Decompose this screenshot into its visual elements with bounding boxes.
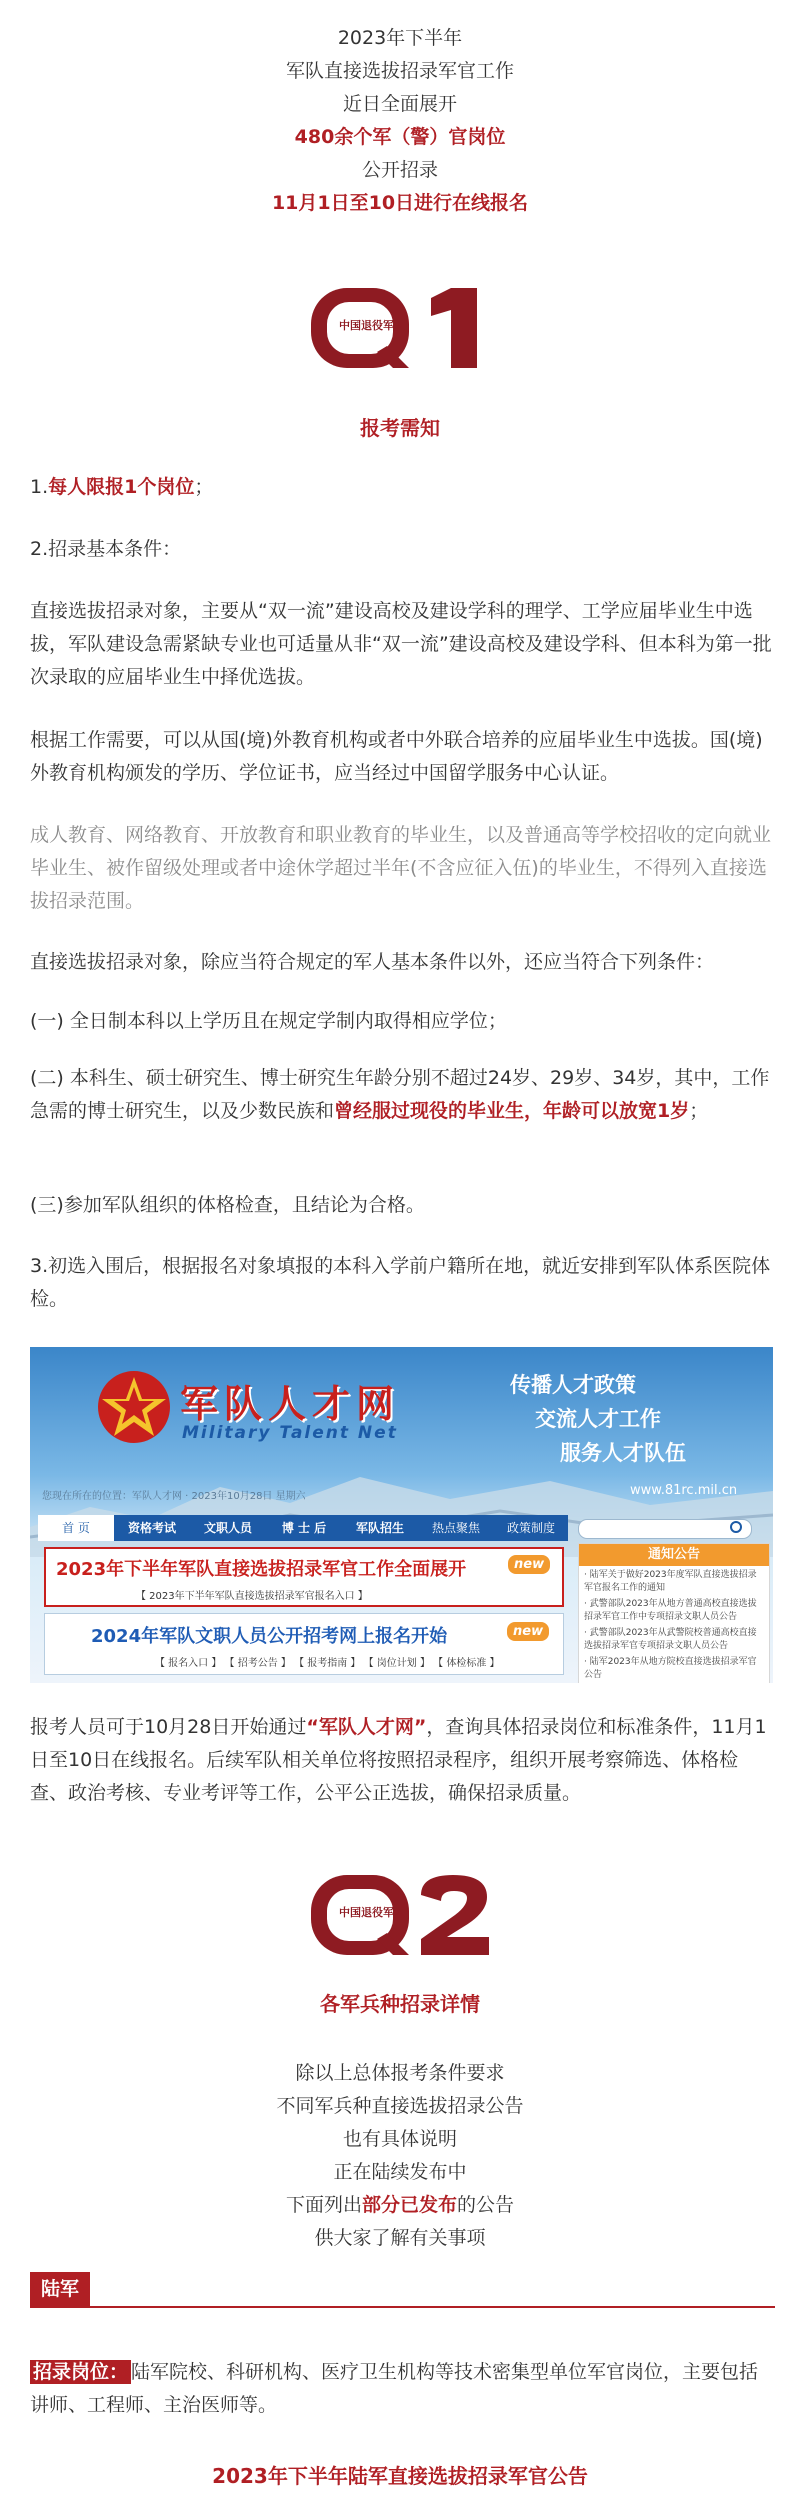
published-highlight: 部分已发布: [361, 2194, 457, 2216]
nav-item-civilian[interactable]: 文职人员: [203, 1521, 252, 1535]
site-search-input[interactable]: [578, 1519, 752, 1539]
q1-seal-text: 中国退役军人: [339, 319, 405, 332]
site-nav: [38, 1515, 568, 1541]
notice-item[interactable]: · 武警部队2023年从地方普通高校直接选拔招录军官工作中专项招录文职人员公告: [584, 1599, 757, 1622]
army-star-emblem: [96, 1369, 172, 1445]
slogan-2: 交流人才工作: [535, 1407, 661, 1431]
paragraph-exclusions: 成人教育、网络教育、开放教育和职业教育的毕业生，以及普通高等学校招收的定向就业毕业生、被作留级处理或者中途休学超过半年(不含应征入伍)的毕业生，不得列入直接选拔招录范围。: [30, 824, 772, 912]
nav-item-postdoc[interactable]: 博 士 后: [281, 1521, 327, 1535]
notice-panel: [578, 1543, 770, 1683]
nav-item-home[interactable]: 首 页: [38, 1515, 114, 1541]
site-name: 军队人才网: [180, 1382, 401, 1426]
new-badge-2: new: [507, 1622, 549, 1641]
q2-seal-text: 中国退役军人: [339, 1906, 405, 1919]
section-2-line-6: 供大家了解有关事项: [314, 2227, 486, 2249]
section-2-line-5: [0, 2189, 800, 2222]
intro-line-1: 2023年下半年: [337, 27, 463, 49]
post-text: 陆军院校、科研机构、医疗卫生机构等技术密集型单位军官岗位，主要包括讲师、工程师、主治医师等。: [30, 2361, 759, 2416]
paragraph-registration: [30, 1711, 775, 1810]
intro-line-4: 480余个军（警）官岗位: [294, 126, 506, 148]
army-announcement-title[interactable]: 2023年下半年陆军直接选拔招录军官公告: [212, 2464, 588, 2488]
headline-1-box[interactable]: [44, 1547, 564, 1607]
headline-2-links[interactable]: 【 报名入口 】 【 招考公告 】 【 报考指南 】 【 岗位计划 】 【 体检标准 】: [155, 1658, 500, 1669]
headline-1-link[interactable]: 【 2023年下半年军队直接选拔招录军官报名入口 】: [136, 1591, 368, 1602]
search-icon[interactable]: [730, 1521, 742, 1533]
headline-1[interactable]: 2023年下半年军队直接选拔招录军官工作全面展开: [56, 1559, 467, 1580]
rule-1-suffix: ；: [194, 476, 214, 498]
intro-line-5: 公开招录: [361, 159, 438, 181]
paragraph-selection-target: 直接选拔招录对象，主要从“双一流”建设高校及建设学科的理学、工学应届毕业生中选拔，军队建设急需紧缺专业也可适量从非“双一流”建设高校及建设学科、但本科为第一批次录取的应届毕业生中择优选拔。: [30, 600, 772, 688]
notice-title: 通知公告: [579, 1544, 769, 1566]
condition-2-highlight: 曾经服过现役的毕业生，年龄可以放宽1岁: [334, 1100, 690, 1122]
paragraph-overseas: 根据工作需要，可以从国(境)外教育机构或者中外联合培养的应届毕业生中选拔。国(境)外教育机构颁发的学历、学位证书，应当经过中国留学服务中心认证。: [30, 729, 763, 784]
section-1-title: 报考需知: [360, 416, 440, 440]
site-url[interactable]: www.81rc.mil.cn: [630, 1483, 738, 1498]
section-2-line-5-suffix: 的公告: [457, 2194, 515, 2216]
notice-item[interactable]: · 武警部队2023年从武警院校普通高校直接选拔招录军官专项招录文职人员公告: [584, 1628, 757, 1651]
condition-3: (三)参加军队组织的体格检查，且结论为合格。: [30, 1194, 425, 1216]
nav-item-policy[interactable]: 政策制度: [506, 1521, 555, 1535]
army-posts: [30, 2356, 775, 2422]
section-2-intro: [0, 2057, 800, 2255]
section-2-line-3: 也有具体说明: [342, 2128, 457, 2150]
slogan-1: 传播人才政策: [510, 1373, 636, 1397]
new-badge: new: [508, 1555, 550, 1574]
rule-1: [30, 471, 775, 504]
rule-1-prefix: 1.: [30, 476, 49, 498]
headline-2-box[interactable]: [44, 1613, 564, 1675]
notice-item[interactable]: · 陆军关于做好2023年度军队直接选拔招录军官报名工作的通知: [584, 1570, 757, 1593]
section-2-line-1: 除以上总体报考条件要求: [295, 2062, 505, 2084]
intro-block: [0, 22, 800, 220]
q2-logo: [305, 1873, 495, 1957]
talent-net-highlight: “军队人才网”: [306, 1716, 427, 1738]
army-section-divider: [30, 2306, 775, 2308]
section-2-title: 各军兵种招录详情: [320, 1992, 480, 2016]
intro-line-2: 军队直接选拔招录军官工作: [285, 60, 514, 82]
paragraph-conditions: 直接选拔招录对象，除应当符合规定的军人基本条件以外，还应当符合下列条件：: [30, 951, 715, 973]
post-label: 招录岗位：: [30, 2360, 131, 2384]
section-2-line-4: 正在陆续发布中: [333, 2161, 467, 2183]
q1-logo: [305, 286, 495, 370]
site-name-en: Military Talent Net: [182, 1423, 398, 1443]
military-talent-net-screenshot: [30, 1347, 773, 1683]
nav-item-admission[interactable]: 军队招生: [355, 1521, 404, 1535]
registration-text-2: ，查询具体招录岗位和标准条件，11月1日至10日在线报名。后续军队相关单位将按照招录程序，组织开展考察筛选、体格检查、政治考核、专业考评等工作，公平公正选拔，确保招录质量。: [30, 1716, 767, 1804]
registration-text: 报考人员可于10月28日开始通过: [30, 1716, 307, 1738]
rule-1-highlight: 每人限报1个岗位: [48, 476, 195, 498]
army-section-tag: 陆军: [30, 2272, 90, 2306]
condition-2-text: (二) 本科生、硕士研究生、博士研究生年龄分别不超过24岁、29岁、34岁，其中，工作急需的博士研究生，以及少数民族和: [30, 1067, 770, 1122]
headline-2[interactable]: 2024年军队文职人员公开招考网上报名开始: [91, 1626, 448, 1647]
slogan-3: 服务人才队伍: [560, 1441, 686, 1465]
rule-2-heading: 2.招录基本条件：: [30, 538, 182, 560]
rule-3: 3.初选入围后，根据报名对象填报的本科入学前户籍所在地，就近安排到军队体系医院体检。: [30, 1255, 771, 1310]
section-2-line-2: 不同军兵种直接选拔招录公告: [276, 2095, 524, 2117]
nav-item-exam[interactable]: 资格考试: [127, 1521, 176, 1535]
condition-2-suffix: ；: [689, 1100, 709, 1122]
intro-line-3: 近日全面展开: [342, 93, 457, 115]
section-2-line-5-text: 下面列出: [285, 2194, 362, 2216]
intro-line-6: 11月1日至10日进行在线报名: [271, 192, 529, 214]
date-line: 您现在所在的位置：军队人才网 · 2023年10月28日 星期六: [42, 1491, 306, 1502]
condition-1: (一) 全日制本科以上学历且在规定学制内取得相应学位；: [30, 1010, 507, 1032]
notice-item[interactable]: · 陆军2023年从地方院校直接选拔招录军官公告: [584, 1657, 757, 1680]
nav-item-hot[interactable]: 热点聚焦: [431, 1521, 480, 1535]
condition-2: [30, 1062, 775, 1128]
